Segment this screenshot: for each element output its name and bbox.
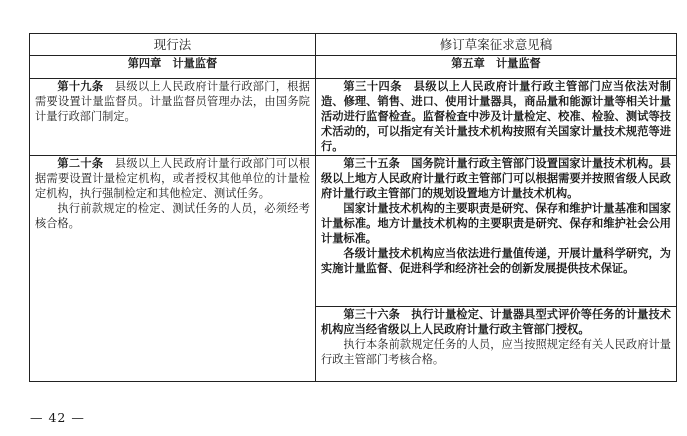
article-paragraph: 国家计量技术机构的主要职责是研究、保存和维护计量基准和国家计量标准。地方计量技术机构的主要职责是研究、保存和维护社会公用计量标准。 bbox=[321, 201, 671, 245]
article-text: 县级以上人民政府计量行政部门，根据需要设置计量监督员。计量监督员管理办法，由国务院计量行政部门制定。 bbox=[35, 80, 310, 123]
article-number: 第三十四条 bbox=[343, 79, 402, 93]
article-number: 第三十六条 bbox=[343, 307, 400, 321]
article-paragraph: 执行前款规定的检定、测试任务的人员，必须经考核合格。 bbox=[35, 202, 310, 230]
article-number: 第二十条 bbox=[57, 156, 104, 170]
article-text: 县级以上人民政府计量行政部门可以根据需要设置计量检定机构，或者授权其他单位的计量检定机构，执行强制检定和其他检定、测试任务。 bbox=[35, 157, 310, 200]
current-article-20 bbox=[30, 156, 316, 382]
comparison-table bbox=[29, 33, 677, 382]
article-number: 第十九条 bbox=[57, 79, 104, 93]
article-text: 国务院计量行政主管部门设置国家计量技术机构。县级以上地方人民政府计量行政主管部门可以根据需要并按照省级人民政府计量行政主管部门的规划设置地方计量技术机构。 bbox=[321, 156, 671, 200]
draft-article-35 bbox=[316, 156, 677, 307]
chapter-row bbox=[30, 56, 677, 79]
article-paragraph: 执行本条前款规定任务的人员，应当按照规定经有关人民政府计量行政主管部门考核合格。 bbox=[321, 338, 671, 366]
table-header-row bbox=[30, 34, 677, 56]
table-row bbox=[30, 79, 677, 156]
article-number: 第三十五条 bbox=[343, 156, 400, 170]
article-paragraph: 各级计量技术机构应当依法进行量值传递，开展计量科学研究，为实施计量监督、促进科学和经济社会的创新发展提供技术保证。 bbox=[321, 246, 671, 275]
chapter-current: 第四章 计量监督 bbox=[30, 56, 316, 79]
article-text: 执行计量检定、计量器具型式评价等任务的计量技术机构应当经省级以上人民政府计量行政主管部门授权。 bbox=[321, 307, 671, 336]
header-draft: 修订草案征求意见稿 bbox=[316, 34, 677, 56]
page-number: — 42 — bbox=[30, 410, 85, 425]
table-row bbox=[30, 156, 677, 307]
current-article-19 bbox=[30, 79, 316, 156]
draft-article-34 bbox=[316, 79, 677, 156]
draft-article-36 bbox=[316, 307, 677, 382]
header-current-law: 现行法 bbox=[30, 34, 316, 56]
chapter-draft: 第五章 计量监督 bbox=[316, 56, 677, 79]
article-text: 县级以上人民政府计量行政主管部门应当依法对制造、修理、销售、进口、使用计量器具，商品量和能源计量等相关计量活动进行监督检查。监督检查中涉及计量检定、校准、检验、测试等技术活动的，可以指定有关计量技术机构按照有关国家计量技术规范等进行。 bbox=[321, 79, 671, 153]
